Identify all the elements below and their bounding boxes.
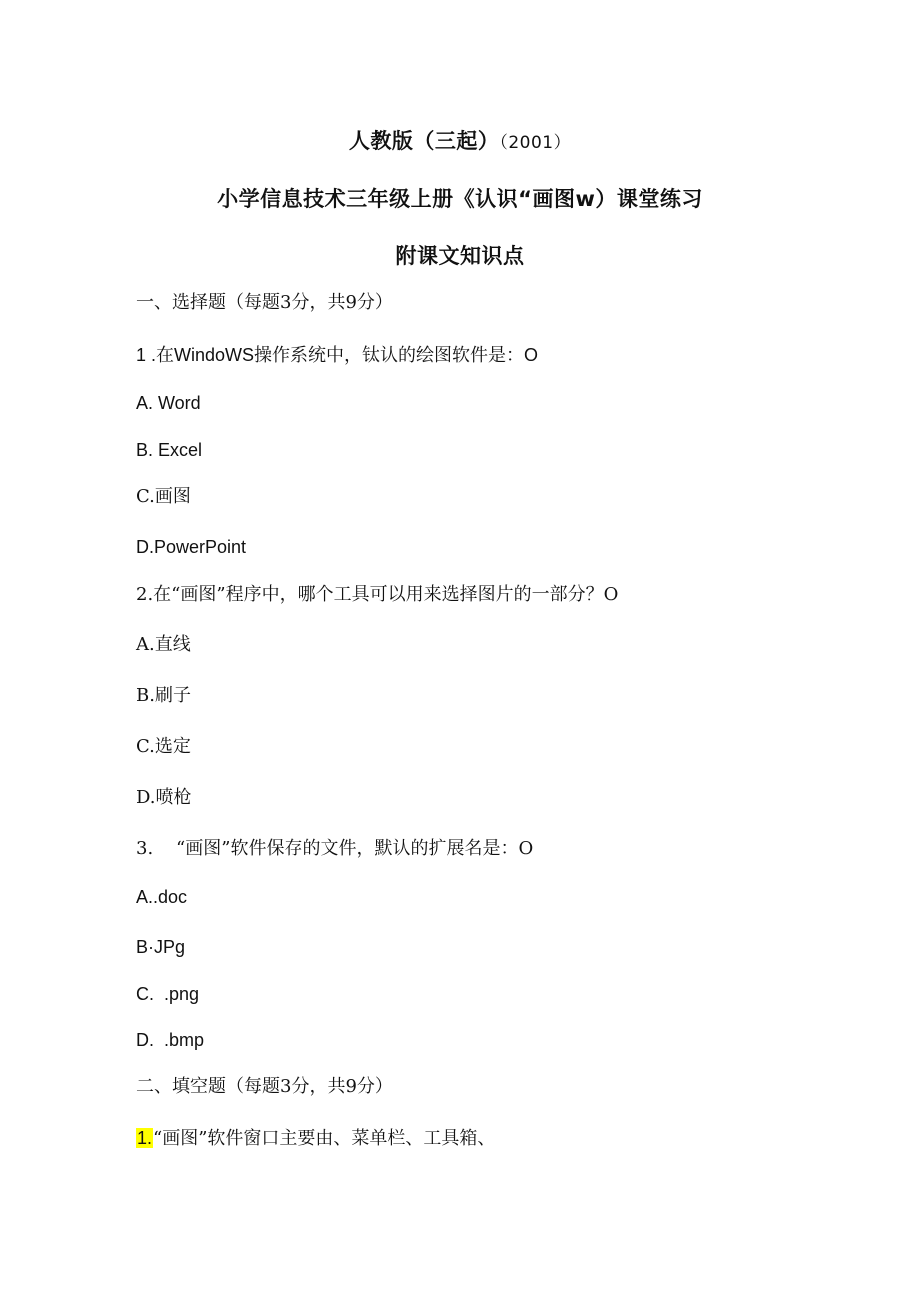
fill-blank-item-1 <box>136 1126 495 1151</box>
question-3-stem: 3. “画图”软件保存的文件，默认的扩展名是：O <box>136 838 534 859</box>
section-2-heading: 二、填空题（每题3分，共9分） <box>136 1076 393 1097</box>
question-3-option-c: C. .png <box>136 984 200 1004</box>
question-1-option-d: D.PowerPoint <box>136 537 247 557</box>
question-3-option-b: B·JPg <box>136 937 186 957</box>
question-1-text: 1 .在WindoWS操作系统中，钛认的绘图软件是：O <box>136 345 539 365</box>
section-1-heading: 一、选择题（每题3分，共9分） <box>136 292 393 313</box>
document-title-line-2: 小学信息技术三年级上册《认识“画图w）课堂练习 <box>217 187 703 211</box>
question-1-stem <box>136 343 538 368</box>
document-title-line-1 <box>0 125 920 155</box>
question-2-option-a: A.直线 <box>136 634 191 655</box>
question-1-option-c: C.画图 <box>136 486 191 507</box>
title-publisher: 人教版（三起） <box>348 129 500 153</box>
question-2-stem: 2.在“画图”程序中，哪个工具可以用来选择图片的一部分？O <box>136 584 619 605</box>
question-2-option-b: B.刷子 <box>136 685 191 706</box>
document-title-line-3: 附课文知识点 <box>395 244 525 268</box>
question-1-option-a: A. Word <box>136 393 201 413</box>
question-1-option-b: B. Excel <box>136 440 203 460</box>
title-edition-year: （2001） <box>499 133 572 153</box>
question-2-option-c: C.选定 <box>136 736 191 757</box>
question-2-option-d: D.喷枪 <box>136 787 192 808</box>
question-3-option-a: A..doc <box>136 887 188 907</box>
fill-blank-item-1-text: “画图”软件窗口主要由、菜单栏、工具箱、 <box>153 1128 496 1149</box>
question-3-option-d: D. .bmp <box>136 1030 205 1050</box>
fill-blank-item-1-number: 1. <box>137 1128 153 1148</box>
